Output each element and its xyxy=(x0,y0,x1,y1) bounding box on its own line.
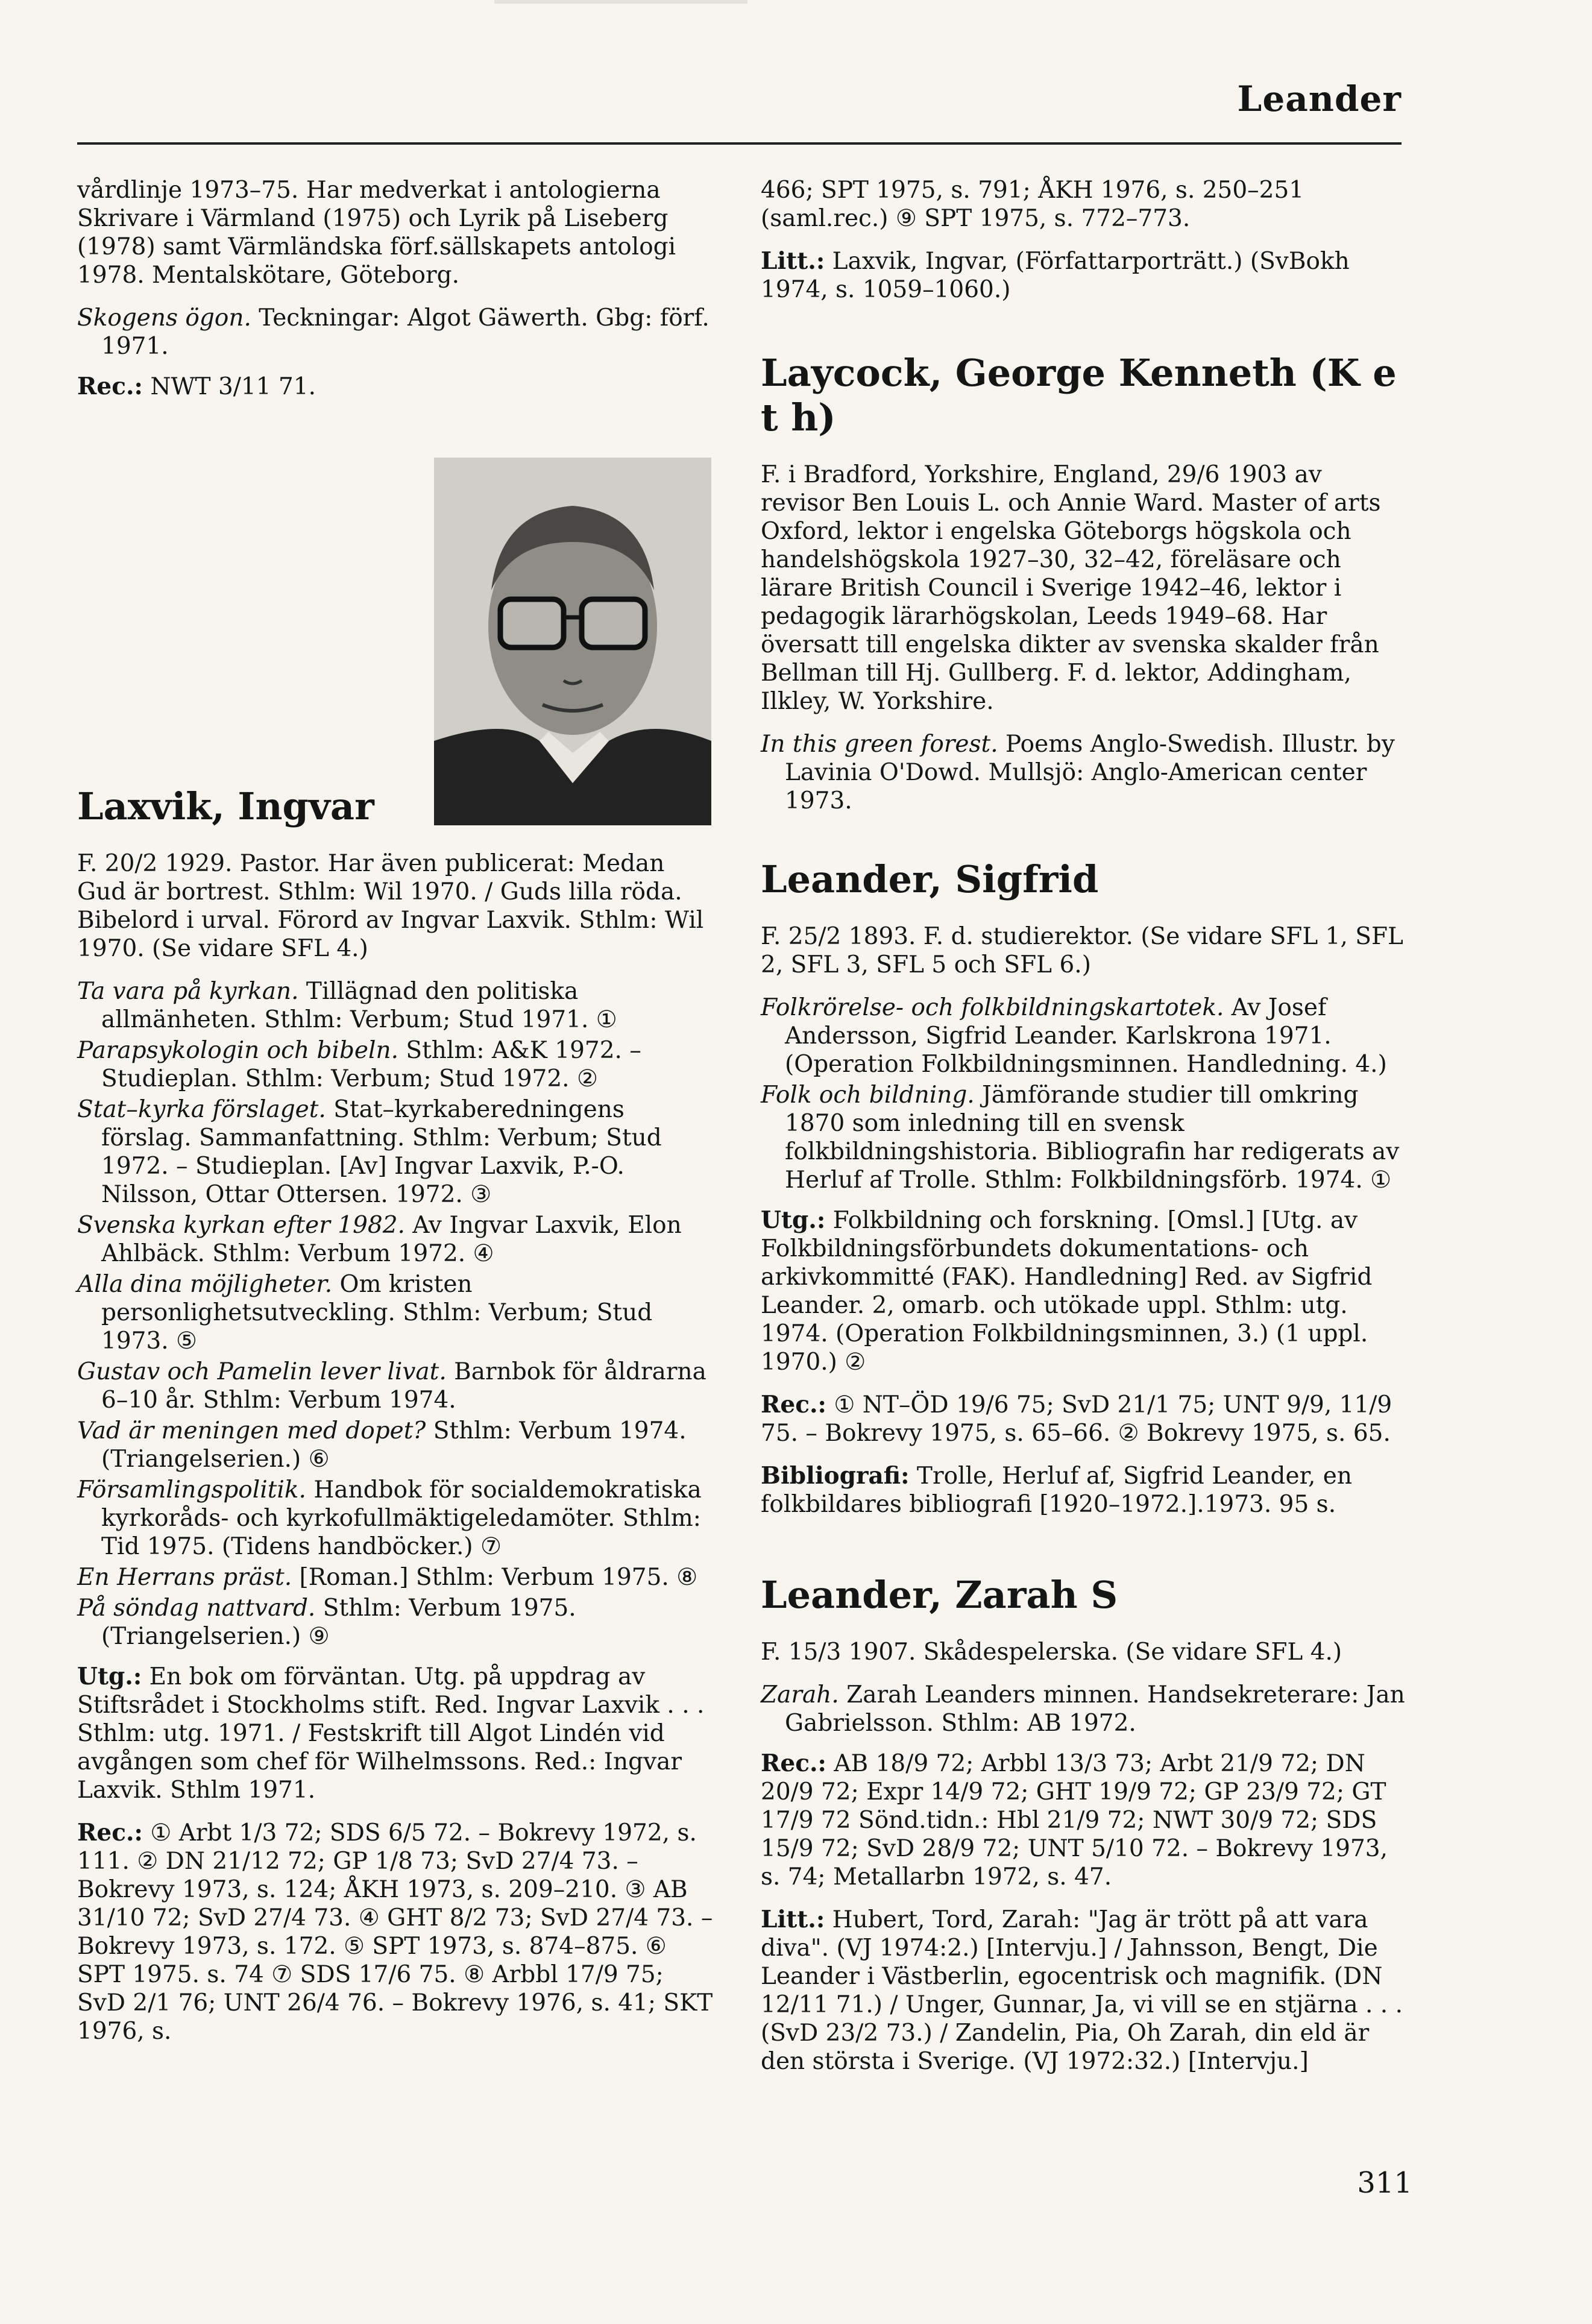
utg-label: Utg.: xyxy=(77,1663,142,1690)
sigfrid-bio: F. 25/2 1893. F. d. studierektor. (Se vidare SFL 1, SFL 2, SFL 3, SFL 5 och SFL 6.) xyxy=(761,923,1403,978)
work-title: Alla dina möjligheter. xyxy=(77,1271,333,1298)
litt-text: Hubert, Tord, Zarah: "Jag är trött på att vara diva". (VJ 1974:2.) [Intervju.] / Jahnsson, Bengt, Die Leander i Västberlin, egocentrisk och magnifik. (DN 12/11 71.) / Unger, Gunnar, Ja, vi vill se en stjärna . . . (SvD 23/2 73.) / Zandelin, Pia, Oh Zarah, din eld är den största i Sverige. (VJ 1972:32.) [Intervju.] xyxy=(761,1906,1403,2075)
work-details: Stat–kyrkaberedningens förslag. Sammanfattning. Sthlm: Verbum; Stud 1972. – Studieplan. [Av] Ingvar Laxvik, P.-O. Nilsson, Ottar Ottersen. 1972. ③ xyxy=(101,1096,662,1208)
editor-list xyxy=(761,1206,1409,1376)
work-title: In this green forest. xyxy=(761,731,998,758)
rec-text: NWT 3/11 71. xyxy=(142,373,316,400)
rec-text: AB 18/9 72; Arbbl 13/3 73; Arbt 21/9 72; DN 20/9 72; Expr 14/9 72; GHT 19/9 72; GP 23/9 72; GT 17/9 72 Sönd.tidn.: Hbl 21/9 72; NWT 30/9 72; SDS 15/9 72; SvD 28/9 72; UNT 5/10 72. – Bokrevy 1973, s. 74; Metallarbn 1972, s. 47. xyxy=(761,1750,1388,1891)
rec-text: ① NT–ÖD 19/6 75; SvD 21/1 75; UNT 9/9, 11/9 75. – Bokrevy 1975, s. 65–66. ② Bokrevy 1975, s. 65. xyxy=(761,1391,1392,1447)
editor-list xyxy=(77,1663,719,1804)
bib-label: Bibliografi: xyxy=(761,1462,910,1490)
work-entry xyxy=(77,1563,719,1592)
work-title: Församlingspolitik. xyxy=(77,1476,306,1504)
work-details: Barnbok för åldrarna 6–10 år. Sthlm: Verbum 1974. xyxy=(101,1358,706,1414)
work-title: Ta vara på kyrkan. xyxy=(77,978,299,1005)
author-portrait xyxy=(434,458,711,825)
review-list xyxy=(77,1819,719,2045)
work-entry xyxy=(77,1036,719,1093)
entry-heading-laycock: Laycock, George Kenneth (K e t h) xyxy=(761,351,1397,439)
rec-label: Rec.: xyxy=(761,1749,826,1777)
work-details: Sthlm: A&K 1972. – Studieplan. Sthlm: Verbum; Stud 1972. ② xyxy=(101,1037,641,1092)
work-title: En Herrans präst. xyxy=(77,1564,292,1591)
running-head: Leander xyxy=(1237,78,1402,119)
work-details: Teckningar: Algot Gäwerth. Gbg: förf. 1971. xyxy=(101,304,709,360)
left-column xyxy=(77,176,719,2060)
portrait-drawing xyxy=(434,458,711,825)
spacer xyxy=(761,1533,1409,1573)
review-list xyxy=(761,1391,1409,1447)
review-list xyxy=(761,1749,1409,1891)
work-entry xyxy=(761,1081,1409,1194)
laxvik-works xyxy=(77,977,719,1651)
litt-label: Litt.: xyxy=(761,1906,825,1933)
work-entry xyxy=(77,1211,719,1268)
work-entry xyxy=(77,1594,719,1651)
rec-text: ① Arbt 1/3 72; SDS 6/5 72. – Bokrevy 1972, s. 111. ② DN 21/12 72; GP 1/8 73; SvD 27/4 73. – Bokrevy 1973, s. 124; ÅKH 1973, s. 209–210. ③ AB 31/10 72; SvD 27/4 73. ④ GHT 8/2 73; SvD 27/4 73. – Bokrevy 1973, s. 172. ⑤ SPT 1973, s. 874–875. ⑥ SPT 1975. s. 74 ⑦ SDS 17/6 75. ⑧ Arbbl 17/9 75; SvD 2/1 76; UNT 26/4 76. – Bokrevy 1976, s. 41; SKT 1976, s. xyxy=(77,1819,713,2045)
work-entry xyxy=(761,730,1409,815)
utg-text: En bok om förväntan. Utg. på uppdrag av Stiftsrådet i Stockholms stift. Red. Ingvar Laxvik . . . Sthlm: utg. 1971. / Festskrift till Algot Lindén vid avgången som chef för Wilhelmssons. Red.: Ingvar Laxvik. Sthlm 1971. xyxy=(77,1663,705,1804)
work-entry xyxy=(77,977,719,1034)
entry-heading-sigfrid: Leander, Sigfrid xyxy=(761,857,1099,901)
literature-list xyxy=(761,247,1409,304)
work-details: Sthlm: Verbum 1975. (Triangelserien.) ⑨ xyxy=(101,1595,576,1650)
work-entry xyxy=(77,1095,719,1209)
work-title: Folkrörelse- och folkbildningskartotek. xyxy=(761,994,1224,1021)
utg-label: Utg.: xyxy=(761,1206,826,1234)
bibliography xyxy=(761,1462,1409,1519)
rec-label: Rec.: xyxy=(761,1391,826,1419)
litt-text: Laxvik, Ingvar, (Författarporträtt.) (SvBokh 1974, s. 1059–1060.) xyxy=(761,248,1350,303)
work-entry xyxy=(77,304,719,361)
work-title: Skogens ögon. xyxy=(77,304,251,332)
work-details: Tillägnad den politiska allmänheten. Sthlm: Verbum; Stud 1971. ① xyxy=(101,978,617,1033)
work-details: Sthlm: Verbum 1974. (Triangelserien.) ⑥ xyxy=(101,1417,687,1473)
zarah-bio: F. 15/3 1907. Skådespelerska. (Se vidare SFL 4.) xyxy=(761,1639,1342,1666)
work-title: Folk och bildning. xyxy=(761,1082,975,1109)
rec-label: Rec.: xyxy=(77,1819,143,1847)
work-details: Av Ingvar Laxvik, Elon Ahlbäck. Sthlm: Verbum 1972. ④ xyxy=(101,1212,682,1267)
bib-text: Trolle, Herluf af, Sigfrid Leander, en folkbildares bibliografi [1920–1972.].1973. 95 s. xyxy=(761,1463,1352,1518)
work-title: Vad är meningen med dopet? xyxy=(77,1417,426,1444)
entry-heading-laxvik: Laxvik, Ingvar xyxy=(77,784,374,828)
work-entry xyxy=(761,994,1409,1079)
work-entry xyxy=(77,1417,719,1473)
scan-mark xyxy=(494,0,747,4)
work-entry xyxy=(77,1270,719,1355)
spacer xyxy=(761,318,1409,351)
work-title: På söndag nattvard. xyxy=(77,1595,316,1622)
work-details: Poems Anglo-Swedish. Illustr. by Lavinia O'Dowd. Mullsjö: Anglo-American center 1973. xyxy=(785,731,1395,814)
work-title: Gustav och Pamelin lever livat. xyxy=(77,1358,447,1385)
entry-heading-zarah: Leander, Zarah S xyxy=(761,1573,1118,1617)
laxvik-bio: F. 20/2 1929. Pastor. Har även publicerat: Medan Gud är bortrest. Sthlm: Wil 1970. / Guds lilla röda. Bibelord i urval. Förord av Ingvar Laxvik. Sthlm: Wil 1970. (Se vidare SFL 4.) xyxy=(77,850,704,962)
utg-text: Folkbildning och forskning. [Omsl.] [Utg. av Folkbildningsförbundets dokumentations- och arkivkommitté (FAK). Handledning] Red. av Sigfrid Leander. 2, omarb. och utökade uppl. Sthlm: utg. 1974. (Operation Folkbildningsminnen, 3.) (1 uppl. 1970.) ② xyxy=(761,1207,1373,1376)
right-column xyxy=(761,176,1409,2090)
literature-list xyxy=(761,1906,1409,2076)
page-number: 311 xyxy=(1357,2166,1412,2200)
work-entry xyxy=(761,1681,1409,1737)
work-details: Zarah Leanders minnen. Handsekreterare: Jan Gabrielsson. Sthlm: AB 1972. xyxy=(785,1681,1405,1737)
continued-bio: vårdlinje 1973–75. Har medverkat i antologierna Skrivare i Värmland (1975) och Lyrik på Liseberg (1978) samt Värmländska förf.sällskapets antologi 1978. Mentalskötare, Göteborg. xyxy=(77,177,676,289)
work-entry xyxy=(77,1358,719,1414)
litt-label: Litt.: xyxy=(761,247,825,275)
review-list xyxy=(77,373,719,401)
work-details: Av Josef Andersson, Sigfrid Leander. Karlskrona 1971. (Operation Folkbildningsminnen. Handledning. 4.) xyxy=(785,994,1387,1078)
header-rule xyxy=(77,142,1402,145)
work-details: Handbok för socialdemokratiska kyrkoråds- och kyrkofullmäktigeledamöter. Sthlm: Tid 1975. (Tidens handböcker.) ⑦ xyxy=(101,1476,702,1560)
spacer xyxy=(761,817,1409,857)
continued-reviews: 466; SPT 1975, s. 791; ÅKH 1976, s. 250–251 (saml.rec.) ⑨ SPT 1975, s. 772–773. xyxy=(761,177,1304,232)
laycock-bio: F. i Bradford, Yorkshire, England, 29/6 1903 av revisor Ben Louis L. och Annie Ward. Master of arts Oxford, lektor i engelska Göteborgs högskola och handelshögskola 1927–30, 32–42, föreläsare och lärare British Council i Sverige 1942–46, lektor i pedagogik lärarhögskolan, Leeds 1949–68. Har översatt till engelska dikter av svenska skalder från Bellman till Hj. Gullberg. F. d. lektor, Addingham, Ilkley, W. Yorkshire. xyxy=(761,461,1381,715)
work-details: [Roman.] Sthlm: Verbum 1975. ⑧ xyxy=(292,1564,698,1591)
work-title: Zarah. xyxy=(761,1681,839,1708)
work-title: Parapsykologin och bibeln. xyxy=(77,1037,398,1064)
work-details: Om kristen personlighetsutveckling. Sthlm: Verbum; Stud 1973. ⑤ xyxy=(101,1271,653,1355)
work-title: Svenska kyrkan efter 1982. xyxy=(77,1212,405,1239)
work-details: Jämförande studier till omkring 1870 som inledning till en svensk folkbildningshistoria. Bibliografin har redigerats av Herluf af Trolle. Sthlm: Folkbildningsförb. 1974. ① xyxy=(785,1082,1400,1194)
work-entry xyxy=(77,1476,719,1561)
work-title: Stat–kyrka förslaget. xyxy=(77,1096,326,1123)
rec-label: Rec.: xyxy=(77,373,143,400)
